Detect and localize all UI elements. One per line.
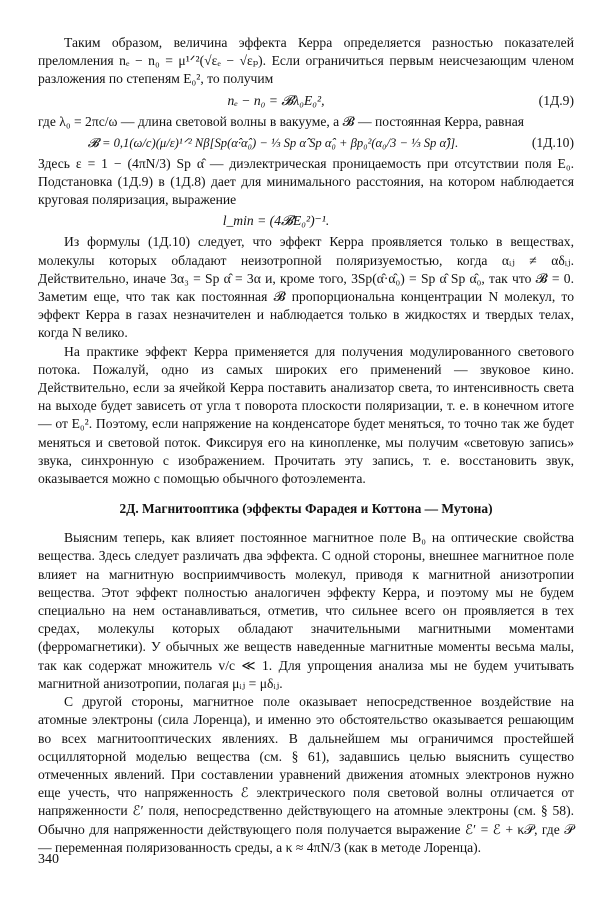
equation-lmin bbox=[38, 209, 574, 233]
page-body bbox=[38, 34, 574, 857]
section-heading: 2Д. Магнитооптика (эффекты Фарадея и Коттона — Мутона) bbox=[119, 501, 493, 517]
page-number: 340 bbox=[38, 852, 59, 867]
equation-1d9-number: (1Д.9) bbox=[538, 92, 574, 108]
paragraph-anisotropy: Из формулы (1Д.10) следует, что эффект Керра проявляется только в веществах, молекулы которых обладают неизотропной поляризуемостью, когда αᵢⱼ ≠ αδᵢⱼ. Действительно, иначе 3α₃ = Sp α̂ = 3α и, кроме того, 3Sp(α̂·α̂₀) = Sp α̂ Sp α̂₀, так что 𝓑 = 0. Заметим еще, что так как постоянная 𝓑 пропорциональна концентрации N молекул, то эффект Керра в газах незначителен и наблюдается только в жидкостях и твердых телах, когда N велико. bbox=[38, 234, 574, 341]
paragraph-kerr-constant: где λ₀ = 2πc/ω — длина световой волны в вакууме, а 𝓑 — постоянная Керра, равная bbox=[38, 113, 525, 129]
equation-1d10-number: (1Д.10) bbox=[531, 134, 574, 150]
paragraph-lorentz-force: С другой стороны, магнитное поле оказывает непосредственное воздействие на атомные электроны (сила Лоренца), и именно это обстоятельство оказывается решающим во всех магнитооптических явлениях. В дальнейшем мы ограничимся простейшей осцилляторной моделью вещества (см. § 61), задавшись целью выяснить существо отмеченных явлений. При составлении уравнений движения атомных электронов нужно еще учесть, что напряженность ℰ электрического поля световой волны отличается от напряженности ℰ′ поля, непосредственно действующего на атомные электроны (см. § 58). Обычно для напряженности действующего поля получается выражение ℰ′ = ℰ + κ𝒫, где 𝒫 — переменная поляризованность среды, а κ ≈ 4πN/3 (как в методе Лоренца). bbox=[38, 694, 574, 855]
paragraph-kerr-intro: Таким образом, величина эффекта Керра определяется разностью показателей преломления nₑ − n₀ = μ¹ᐟ²(√εₑ − √εₚ). Если ограничиться первым неисчезающим членом разложения по степеням E₀², то получим bbox=[38, 35, 574, 87]
paragraph-permittivity: Здесь ε = 1 − (4πN/3) Sp α̂ — диэлектрическая проницаемость при отсутствии поля E₀. Подстановка (1Д.9) в (1Д.8) дает для минимального расстояния, на котором наблюдается круговая поляризация, выражение bbox=[38, 155, 574, 208]
paragraph-sound-film: На практике эффект Керра применяется для получения модулированного светового потока. Пожалуй, одно из самых широких его применений — звуковое кино. Действительно, если за ячейкой Керра поставить анализатор света, то интенсивность света на выходе будет зависеть от угла τ поворота плоскости поляризации, т. е. в конечном итоге — от E₀². Поэтому, если напряжение на конденсаторе будет меняться, то точно так же будет меняться и световой поток. Фиксируя его на кинопленке, мы получим «световую запись» звука, синхронную с изображением. Прочитать эту запись, т. е. восстановить звук, оказывается можно с помощью обычного фотоэлемента. bbox=[38, 343, 574, 487]
equation-lmin-formula: l_min = (4𝓑E₀²)⁻¹. bbox=[222, 213, 330, 229]
equation-1d10 bbox=[38, 131, 574, 155]
equation-1d9-formula: nₑ − n₀ = 𝓑λ₀E₀², bbox=[227, 92, 325, 108]
paragraph-magnetic-field: Выясним теперь, как влияет постоянное магнитное поле B₀ на оптические свойства вещества. Здесь следует различать два эффекта. С одной стороны, внешнее магнитное поле влияет на магнитную восприимчивость молекул, приводя к магнитной анизотропии вещества. Этот эффект полностью аналогичен эффекту Керра, и поэтому мы не будем специально на нем останавливаться, отметив, что сильнее всего он проявляется в тех средах, молекулы которых обладают значительными магнитными моментами (ферромагнетики). У обычных же веществ наведенные магнитные моменты весьма малы, так как содержат множитель v/c ≪ 1. Для упрощения анализа мы не будем учитывать магнитной анизотропии, полагая μᵢⱼ = μδᵢⱼ. bbox=[38, 530, 574, 691]
equation-1d9 bbox=[38, 89, 574, 113]
equation-1d10-formula: 𝓑 = 0,1(ω/c)(μ/ε)¹ᐟ² Nβ[Sp(α̂·α̂₀) − ⅓ Sp α̂ Sp α̂₀ + βp₀²(α₀/3 − ⅓ Sp α̂)]. bbox=[87, 135, 459, 150]
